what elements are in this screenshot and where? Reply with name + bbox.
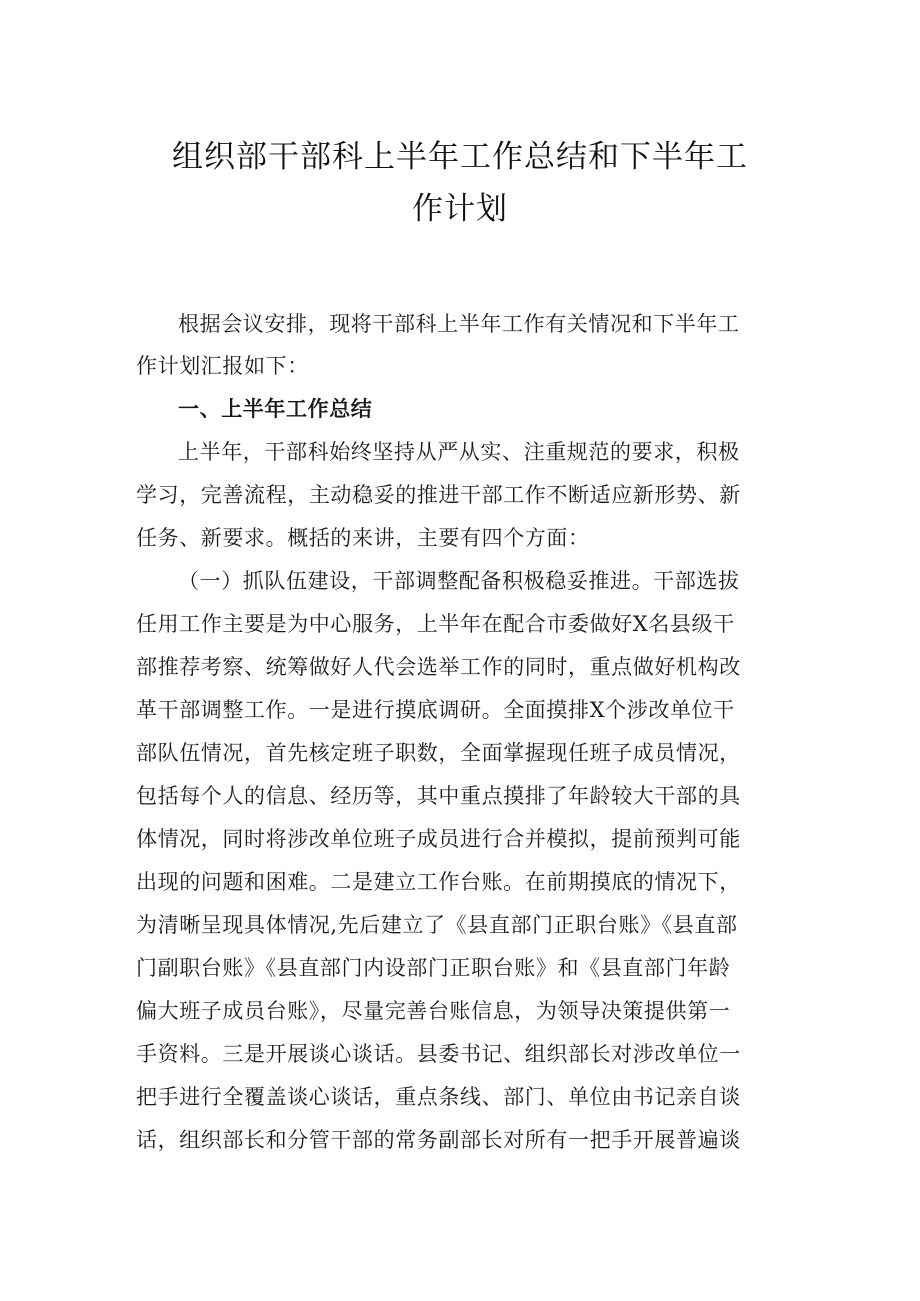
paragraph-line: 门副职台账》《县直部门内设部门正职台账》和《县直部门年龄 — [136, 956, 731, 980]
paragraph-line: 包括每个人的信息、经历等，其中重点摸排了年龄较大干部的具 — [136, 784, 741, 808]
paragraph-line: 手资料。三是开展谈心谈话。县委书记、组织部长对涉改单位一 — [136, 1042, 741, 1066]
paragraph-line: 为清晰呈现具体情况,先后建立了《县直部门正职台账》《县直部 — [136, 913, 738, 937]
paragraph-line: 作计划汇报如下： — [136, 354, 309, 378]
document-title-line-2: 作计划 — [412, 191, 508, 227]
paragraph-line: 根据会议安排，现将干部科上半年工作有关情况和下半年工 — [178, 312, 740, 336]
paragraph-line: 革干部调整工作。一是进行摸底调研。全面摸排X个涉改单位干 — [136, 698, 735, 722]
paragraph-line: 部队伍情况，首先核定班子职数，全面掌握现任班子成员情况， — [136, 741, 741, 765]
paragraph-line: 任务、新要求。概括的来讲，主要有四个方面： — [136, 526, 590, 550]
document-title-line-1: 组织部干部科上半年工作总结和下半年工 — [172, 139, 748, 175]
section-heading: 一、上半年工作总结 — [178, 397, 373, 421]
paragraph-line: 学习，完善流程，主动稳妥的推进干部工作不断适应新形势、新 — [136, 483, 741, 507]
paragraph-line: 任用工作主要是为中心服务，上半年在配合市委做好X名县级干 — [136, 612, 735, 636]
paragraph-line: 话，组织部长和分管干部的常务副部长对所有一把手开展普遍谈 — [136, 1128, 741, 1152]
paragraph-line: 出现的问题和困难。二是建立工作台账。在前期摸底的情况下， — [136, 870, 741, 894]
paragraph-line: （一）抓队伍建设，干部调整配备积极稳妥推进。干部选拔 — [178, 569, 740, 593]
paragraph-line: 部推荐考察、统筹做好人代会选举工作的同时，重点做好机构改 — [136, 655, 741, 679]
paragraph-line: 体情况，同时将涉改单位班子成员进行合并模拟，提前预判可能 — [136, 827, 741, 851]
paragraph-line: 把手进行全覆盖谈心谈话，重点条线、部门、单位由书记亲自谈 — [136, 1085, 741, 1109]
paragraph-line: 上半年，干部科始终坚持从严从实、注重规范的要求，积极 — [178, 440, 740, 464]
paragraph-line: 偏大班子成员台账》，尽量完善台账信息，为领导决策提供第一 — [136, 999, 731, 1023]
